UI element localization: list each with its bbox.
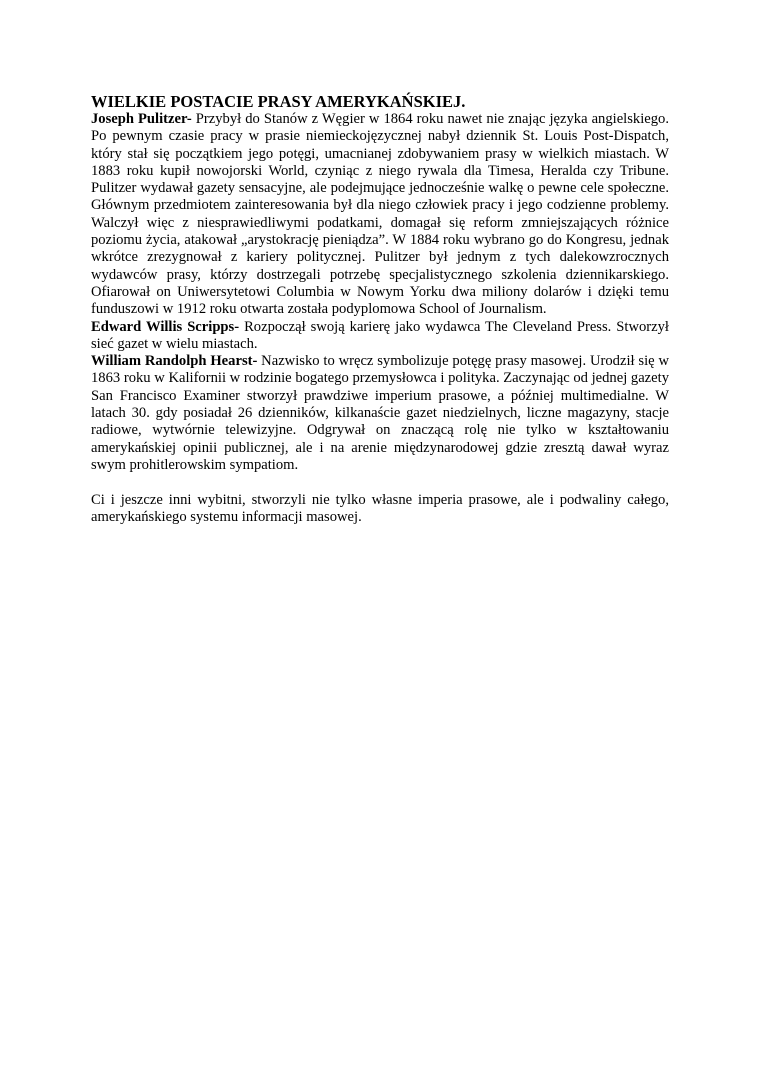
section-name-pulitzer: Joseph Pulitzer- bbox=[91, 111, 192, 127]
section-text-scripps: Rozpoczął swoją karierę jako wydawca The Cleveland Press. Stworzył sieć gazet w wielu miastach. bbox=[91, 318, 669, 352]
section-text-hearst: Nazwisko to wręcz symbolizuje potęgę prasy masowej. Urodził się w 1863 roku w Kalifornii w rodzinie bogatego przemysłowca i polityka. Zaczynając od jednej gazety San Francisco Examiner stworzył prawdziwe imperium prasowe, a później multimedialne. W latach 30. gdy posiadał 26 dzienników, kilkanaście gazet niedzielnych, liczne magazyny, stacje radiowe, wytwórnie telewizyjne. Odgrywał on znaczącą rolę nie tylko w kształtowaniu amerykańskiej opinii publicznej, ale i na arenie międzynarodowej gdzie zresztą dawał wyraz swym prohitlerowskim sympatiom. bbox=[91, 353, 669, 473]
conclusion-paragraph: Ci i jeszcze inni wybitni, stworzyli nie tylko własne imperia prasowe, ale i podwaliny całego, amerykańskiego systemu informacji masowej. bbox=[91, 491, 669, 525]
section-hearst bbox=[91, 353, 669, 474]
section-pulitzer bbox=[91, 111, 669, 319]
document-title: WIELKIE POSTACIE PRASY AMERYKAŃSKIEJ. bbox=[91, 92, 466, 111]
document-page bbox=[91, 92, 669, 526]
section-scripps bbox=[91, 319, 669, 354]
section-name-scripps: Edward Willis Scripps- bbox=[91, 318, 240, 335]
section-text-pulitzer: Przybył do Stanów z Węgier w 1864 roku nawet nie znając języka angielskiego. Po pewnym czasie pracy w prasie niemieckojęzycznej nabył dziennik St. Louis Post-Dispatch, który stał się początkiem jego potęgi, umacnianej zdobywaniem prasy w wielkich miastach. W 1883 roku kupił nowojorski World, czyniąc z niego rywala dla Timesa, Heralda czy Tribune. Pulitzer wydawał gazety sensacyjne, ale podejmujące jednocześnie walkę o pewne cele społeczne. Głównym przedmiotem zainteresowania był dla niego człowiek pracy i jego codzienne problemy. Walczył więc z niesprawiedliwymi podatkami, domagał się reform zmniejszających różnice poziomu życia, atakował „arystokrację pieniądza”. W 1884 roku wybrano go do Kongresu, jednak wkrótce zrezygnował z kariery politycznej. Pulitzer był jednym z tych dalekowzrocznych wydawców prasy, którzy dostrzegali potrzebę specjalistycznego szkolenia dziennikarskiego. Ofiarował on Uniwersytetowi Columbia w Nowym Yorku dwa miliony dolarów i dzięki temu funduszowi w 1912 roku otwarta została podyplomowa School of Journalism. bbox=[91, 111, 669, 318]
section-name-hearst: William Randolph Hearst- bbox=[91, 353, 258, 370]
paragraph-spacer bbox=[91, 474, 669, 491]
